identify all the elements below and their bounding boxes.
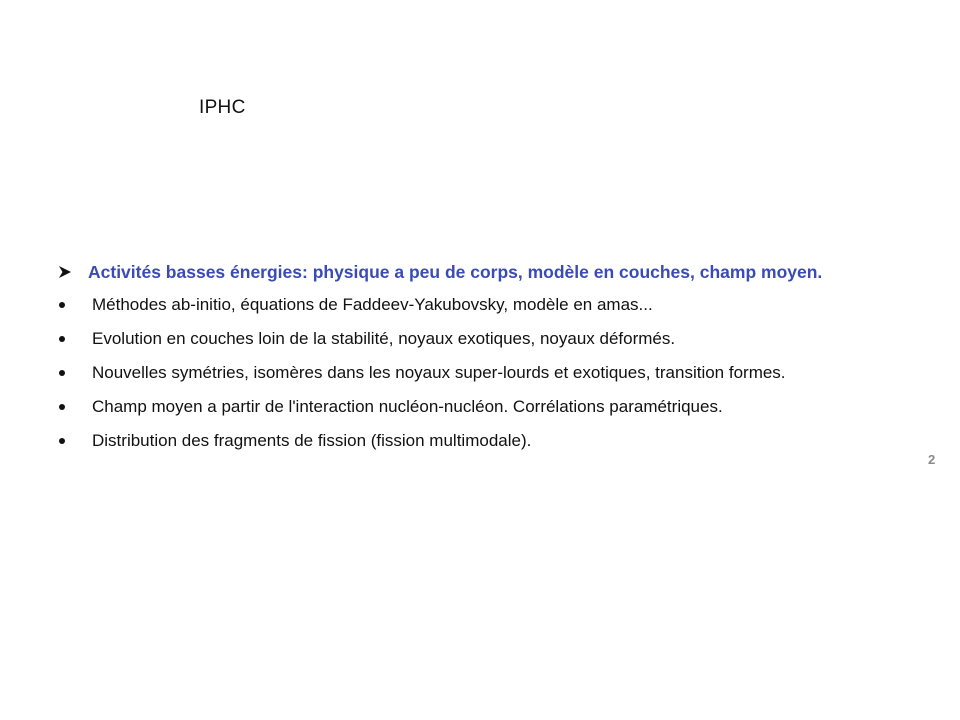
list-item-text: Champ moyen a partir de l'interaction nucléon-nucléon. Corrélations paramétriques. [92, 397, 723, 416]
lab-title: IPHC [199, 97, 246, 118]
section-heading-text: Activités basses énergies: physique a peu de corps, modèle en couches, champ moyen. [88, 261, 823, 282]
list-item-text: Méthodes ab-initio, équations de Faddeev-Yakubovsky, modèle en amas... [92, 295, 653, 314]
arrow-right-icon [58, 265, 72, 279]
bullet-dot-icon [59, 438, 65, 444]
list-item [54, 288, 934, 322]
section-heading [54, 256, 934, 288]
list-item-text: Nouvelles symétries, isomères dans les noyaux super-lourds et exotiques, transition formes. [92, 363, 786, 382]
list-item-text: Evolution en couches loin de la stabilité, noyaux exotiques, noyaux déformés. [92, 329, 676, 348]
bullet-list [54, 288, 934, 458]
page-number: 2 [928, 452, 936, 467]
bullet-dot-icon [59, 302, 65, 308]
bullet-dot-icon [59, 404, 65, 410]
list-item [54, 424, 934, 458]
bullet-dot-icon [59, 336, 65, 342]
list-item [54, 390, 934, 424]
bullet-dot-icon [59, 370, 65, 376]
list-item-text: Distribution des fragments de fission (fission multimodale). [92, 431, 532, 450]
list-item [54, 322, 934, 356]
list-item [54, 356, 934, 390]
slide-content [54, 256, 934, 458]
